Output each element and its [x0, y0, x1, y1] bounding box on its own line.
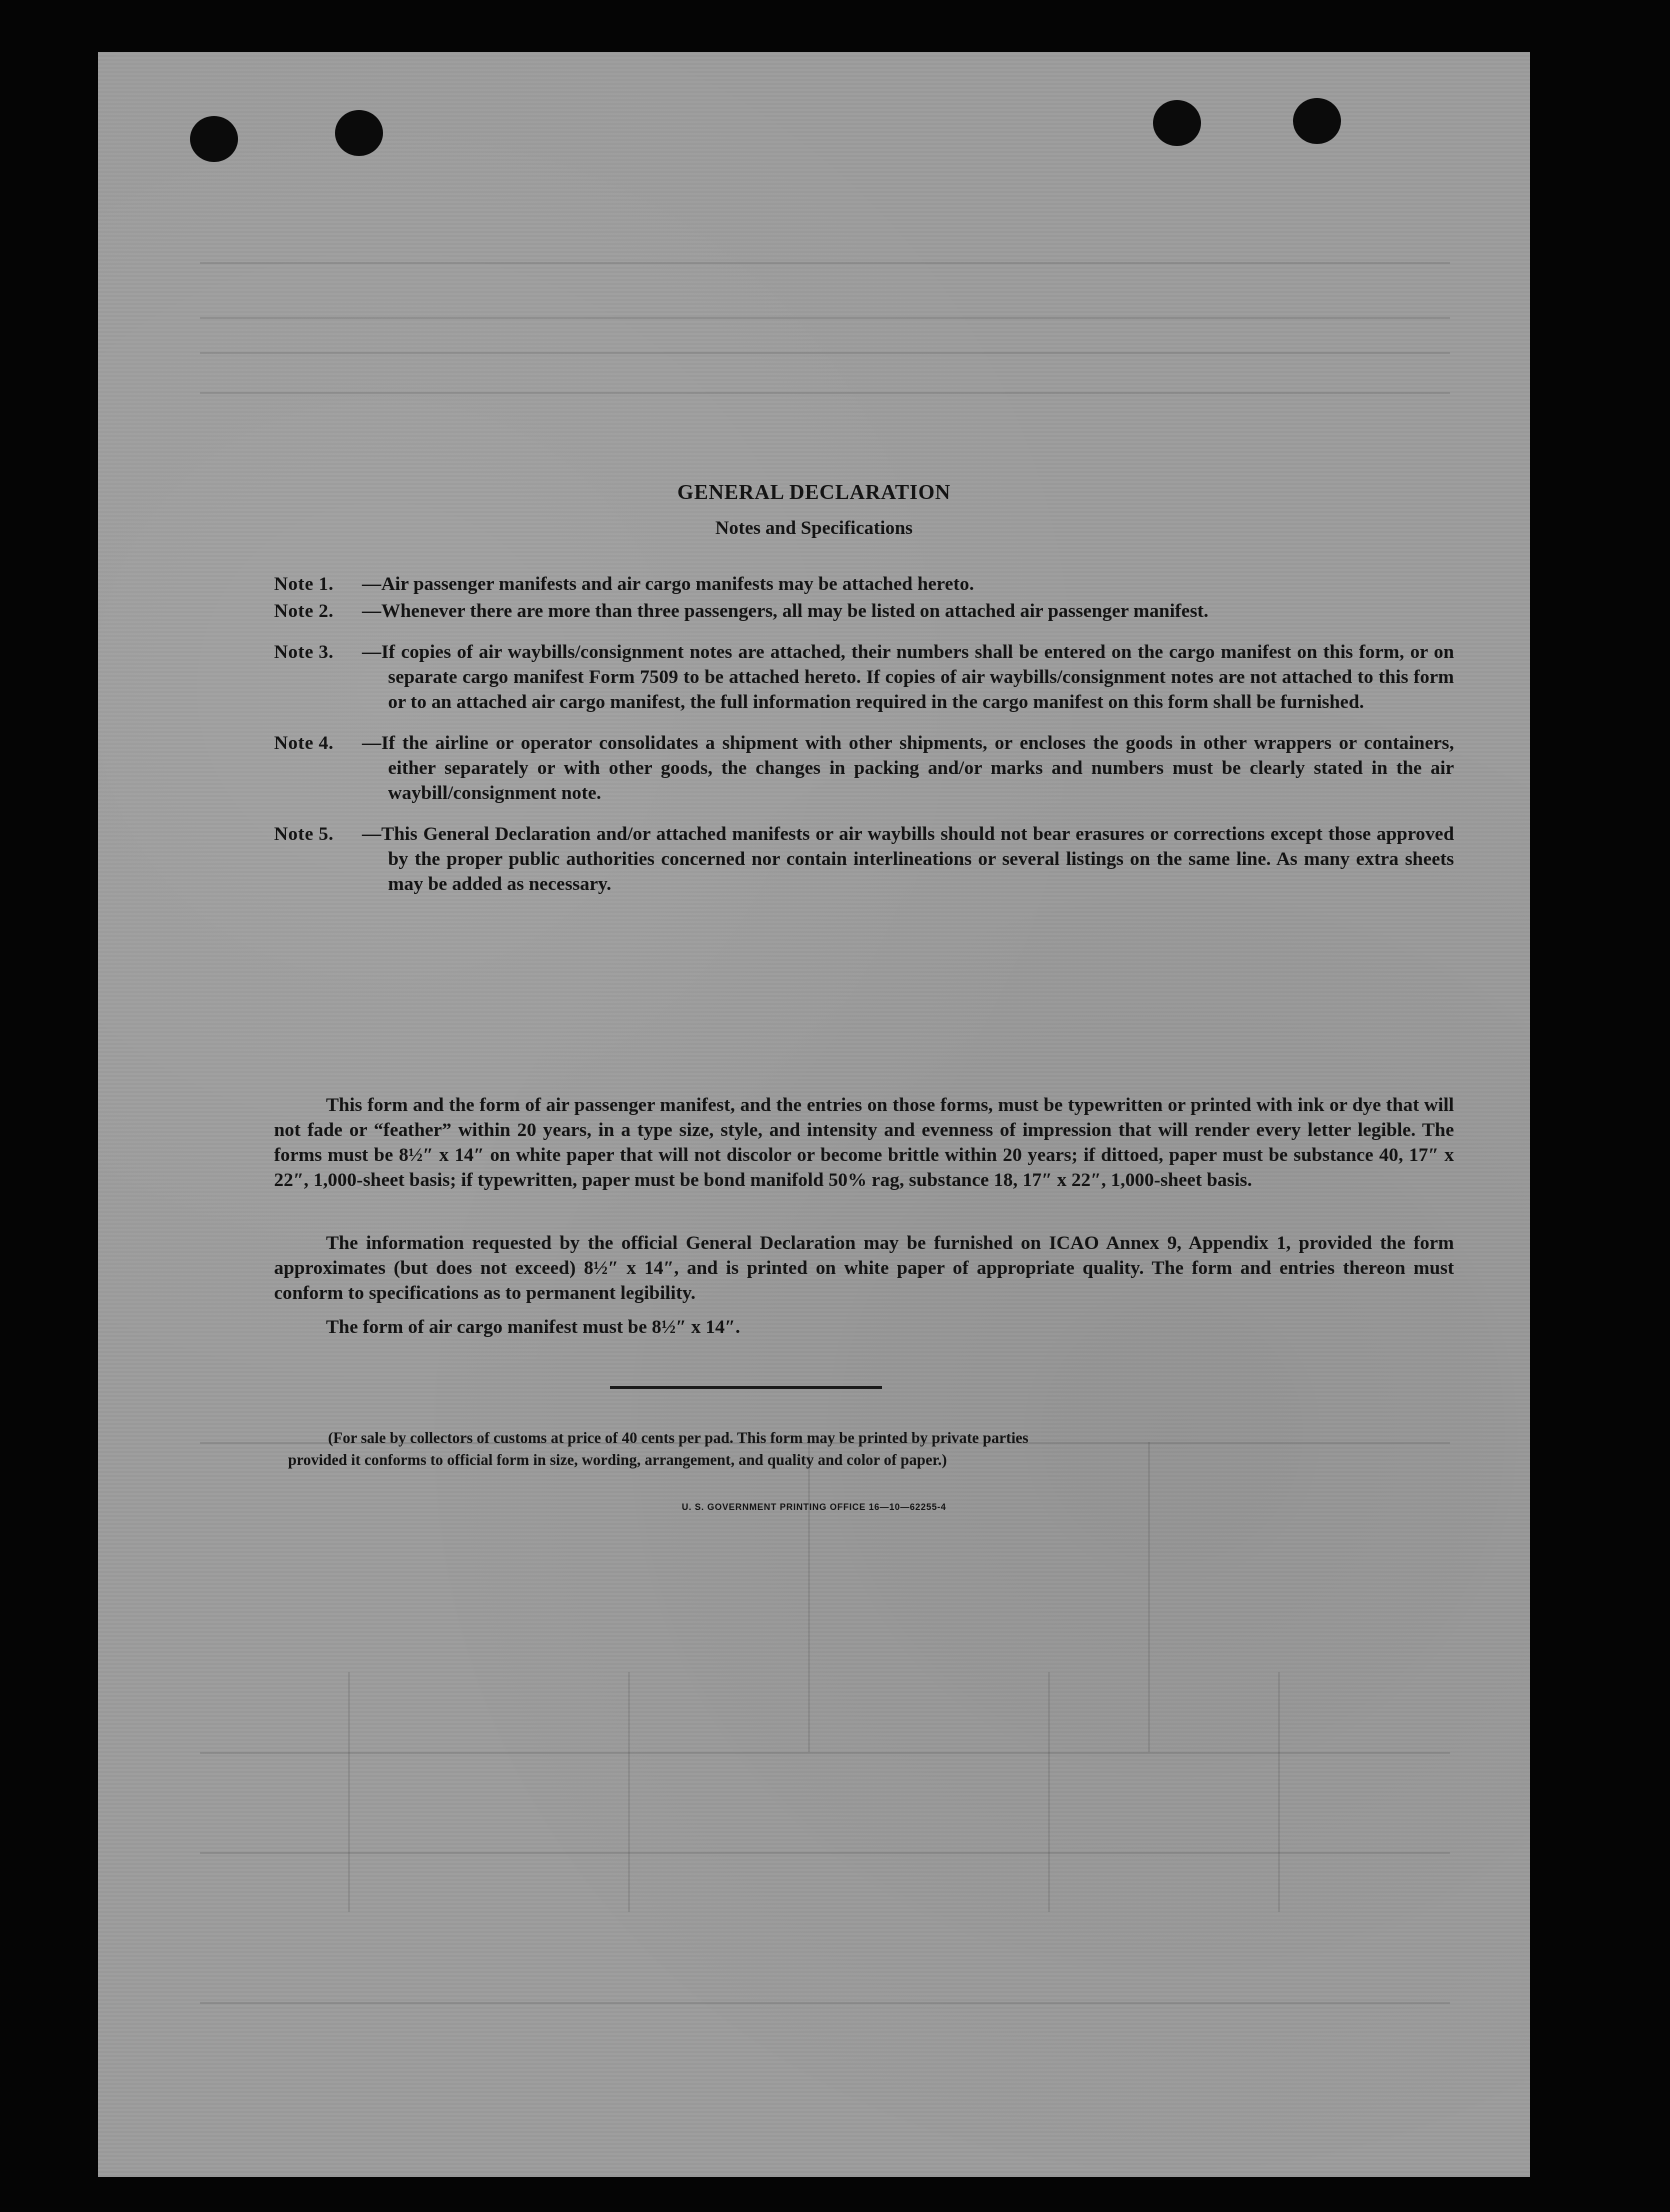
note-1: [274, 572, 1454, 597]
note-text: —If copies of air waybills/consignment notes are attached, their numbers shall be entered on the cargo manifest on this form, or on separate cargo manifest Form 7509 to be attached hereto. If copies of air waybills/consignment notes are not attached to this form or to an attached air cargo manifest, the full information required in the cargo manifest on this form shall be furnished.: [362, 642, 1454, 713]
notes-list: [274, 572, 1454, 913]
note-3: [274, 640, 1454, 715]
note-4: [274, 731, 1454, 806]
note-text: —Air passenger manifests and air cargo manifests may be attached hereto.: [362, 574, 974, 595]
note-5: [274, 822, 1454, 897]
paragraph-form-requirements: This form and the form of air passenger manifest, and the entries on those forms, must be typewritten or printed with ink or dye that will not fade or “feather” within 20 years, in a type size, style, and intensity and evenness of impression that will render every letter legible. The forms must be 8½″ x 14″ on white paper that will not discolor or become brittle within 20 years; if dittoed, paper must be substance 40, 17″ x 22″, 1,000-sheet basis; if typewritten, paper must be bond manifold 50% rag, substance 18, 17″ x 22″, 1,000-sheet basis.: [274, 1095, 1454, 1191]
page-subtitle: Notes and Specifications: [715, 518, 913, 539]
notes-and-specifications: [98, 52, 1530, 2177]
sale-notice: [288, 1428, 1458, 1472]
paragraph-icao-annex: The information requested by the official General Declaration may be furnished on ICAO Annex 9, Appendix 1, provided the form approximates (but does not exceed) 8½″ x 14″, and is printed on white paper of appropriate quality. The form and entries thereon must conform to specifications as to permanent legibility.: [274, 1233, 1454, 1304]
note-2: [274, 599, 1454, 624]
note-label: Note 3.: [274, 642, 334, 663]
note-text: —If the airline or operator consolidates a shipment with other shipments, or encloses the goods in other wrappers or containers, either separately or with other goods, the changes in packing and/or marks and numbers must be clearly stated in the air waybill/consignment note.: [362, 733, 1454, 804]
note-label: Note 5.: [274, 824, 334, 845]
note-text: —This General Declaration and/or attached manifests or air waybills should not bear erasures or corrections except those approved by the proper public authorities concerned nor contain interlineations or several listings on the same line. As many extra sheets may be added as necessary.: [362, 824, 1454, 895]
note-label: Note 1.: [274, 574, 334, 595]
cargo-manifest-size-note: The form of air cargo manifest must be 8½″ x 14″.: [326, 1317, 741, 1338]
note-label: Note 4.: [274, 733, 334, 754]
note-label: Note 2.: [274, 601, 334, 622]
sale-notice-line-2: provided it conforms to official form in size, wording, arrangement, and quality and color of paper.): [288, 1452, 947, 1469]
document-page: [98, 52, 1530, 2177]
section-divider: [610, 1386, 882, 1389]
printing-office-imprint: U. S. GOVERNMENT PRINTING OFFICE 16—10—62255-4: [681, 1502, 947, 1512]
sale-notice-line-1: (For sale by collectors of customs at price of 40 cents per pad. This form may be printed by private parties: [328, 1430, 1029, 1447]
page-title: GENERAL DECLARATION: [677, 480, 951, 504]
note-text: —Whenever there are more than three passengers, all may be listed on attached air passenger manifest.: [362, 601, 1209, 622]
